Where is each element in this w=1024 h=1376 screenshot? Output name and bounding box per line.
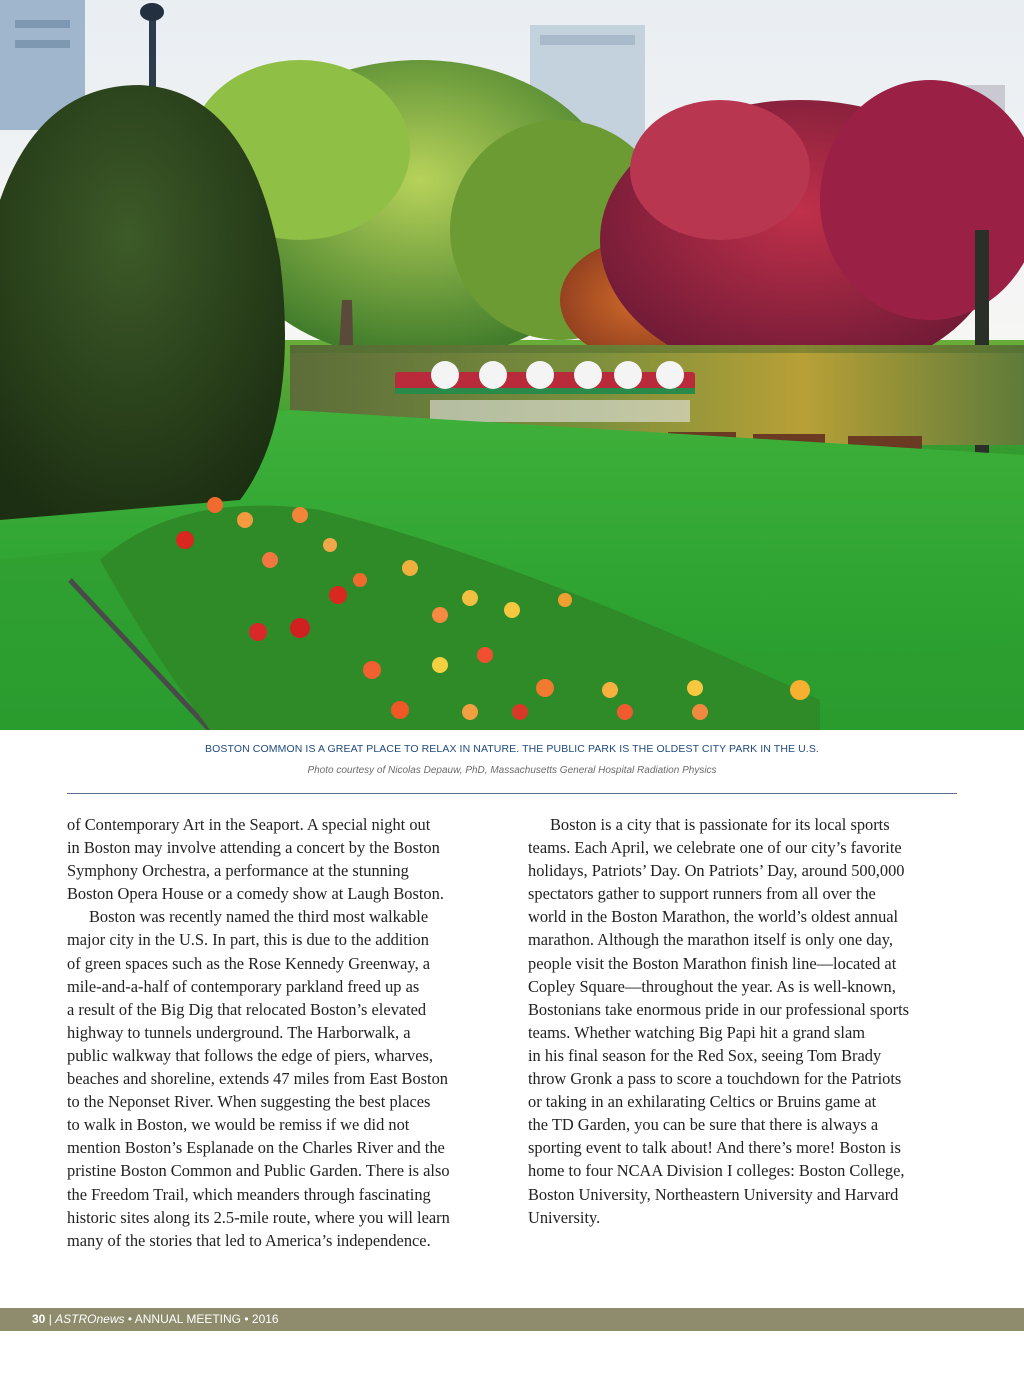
text-line: people visit the Boston Marathon finish line—located at bbox=[528, 953, 897, 973]
text-line: to walk in Boston, we would be remiss if we did not bbox=[67, 1115, 410, 1135]
text-line: the Freedom Trail, which meanders through fascinating bbox=[67, 1184, 431, 1204]
text-line: teams. Whether watching Big Papi hit a grand slam bbox=[528, 1022, 865, 1042]
text-line: world in the Boston Marathon, the world’s oldest annual bbox=[528, 907, 899, 927]
text-line: pristine Boston Common and Public Garden. There is also bbox=[67, 1161, 450, 1181]
text-line: highway to tunnels underground. The Harborwalk, a bbox=[67, 1022, 411, 1042]
footer-text bbox=[32, 1308, 279, 1331]
text-line: major city in the U.S. In part, this is due to the addition bbox=[67, 930, 429, 950]
text-line: to the Neponset River. When suggesting the best places bbox=[67, 1092, 431, 1112]
section-name: ANNUAL MEETING bbox=[134, 1312, 241, 1326]
left-paragraph-1 bbox=[67, 813, 487, 905]
text-line: Copley Square—throughout the year. As is well-known, bbox=[528, 976, 896, 996]
text-line: marathon. Although the marathon itself is only one day, bbox=[528, 930, 893, 950]
right-column bbox=[528, 813, 948, 1229]
text-line: sporting event to talk about! And there’s more! Boston is bbox=[528, 1138, 901, 1158]
text-line: Bostonians take enormous pride in our professional sports bbox=[528, 999, 910, 1019]
left-paragraph-2 bbox=[67, 905, 487, 1251]
text-line: the TD Garden, you can be sure that there is always a bbox=[528, 1115, 879, 1135]
text-line: Boston Opera House or a comedy show at Laugh Boston. bbox=[67, 884, 444, 904]
issue-year: 2016 bbox=[251, 1312, 279, 1326]
right-paragraph-1 bbox=[528, 813, 948, 1229]
publication-name: ASTROnews bbox=[55, 1312, 125, 1326]
footer-bullet: • bbox=[127, 1312, 133, 1326]
text-line: of green spaces such as the Rose Kennedy Greenway, a bbox=[67, 953, 431, 973]
text-line: beaches and shoreline, extends 47 miles from East Boston bbox=[67, 1069, 448, 1089]
text-line: of Contemporary Art in the Seaport. A special night out bbox=[67, 815, 431, 834]
text-line: spectators gather to support runners from all over the bbox=[528, 884, 876, 904]
text-line: historic sites along its 2.5-mile route, where you will learn bbox=[67, 1207, 450, 1227]
text-line: holidays, Patriots’ Day. On Patriots’ Day, around 500,000 bbox=[528, 861, 905, 881]
text-line: home to four NCAA Division I colleges: Boston College, bbox=[528, 1161, 905, 1181]
photo-credit: Photo courtesy of Nicolas Depauw, PhD, Massachusetts General Hospital Radiation Physics bbox=[307, 765, 717, 776]
text-line: Boston University, Northeastern University and Harvard bbox=[528, 1184, 899, 1204]
text-line: or taking in an exhilarating Celtics or Bruins game at bbox=[528, 1092, 877, 1112]
text-line: many of the stories that led to America’s independence. bbox=[67, 1230, 431, 1250]
text-line: a result of the Big Dig that relocated Boston’s elevated bbox=[67, 999, 427, 1019]
text-line: Symphony Orchestra, a performance at the stunning bbox=[67, 861, 409, 881]
text-line: University. bbox=[528, 1207, 601, 1227]
text-line: Boston is a city that is passionate for its local sports bbox=[550, 815, 890, 834]
text-line: throw Gronk a pass to score a touchdown for the Patriots bbox=[528, 1069, 902, 1089]
footer-bullet: • bbox=[244, 1312, 249, 1326]
text-line: mention Boston’s Esplanade on the Charles River and the bbox=[67, 1138, 445, 1158]
text-line: public walkway that follows the edge of piers, wharves, bbox=[67, 1045, 433, 1065]
page-footer bbox=[0, 1308, 1024, 1331]
photo-caption: BOSTON COMMON IS A GREAT PLACE TO RELAX IN NATURE. THE PUBLIC PARK IS THE OLDEST CITY PARK IN THE U.S. bbox=[205, 743, 819, 755]
text-line: teams. Each April, we celebrate one of our city’s favorite bbox=[528, 838, 902, 858]
text-line: Boston was recently named the third most walkable bbox=[89, 907, 429, 927]
page-number: 30 bbox=[32, 1312, 46, 1326]
text-line: in Boston may involve attending a concert by the Boston bbox=[67, 838, 440, 858]
footer-separator: | bbox=[48, 1312, 52, 1326]
left-column bbox=[67, 813, 487, 1252]
caption-divider bbox=[67, 793, 957, 794]
text-line: mile-and-a-half of contemporary parkland freed up as bbox=[67, 976, 420, 996]
text-line: in his final season for the Red Sox, seeing Tom Brady bbox=[528, 1045, 882, 1065]
